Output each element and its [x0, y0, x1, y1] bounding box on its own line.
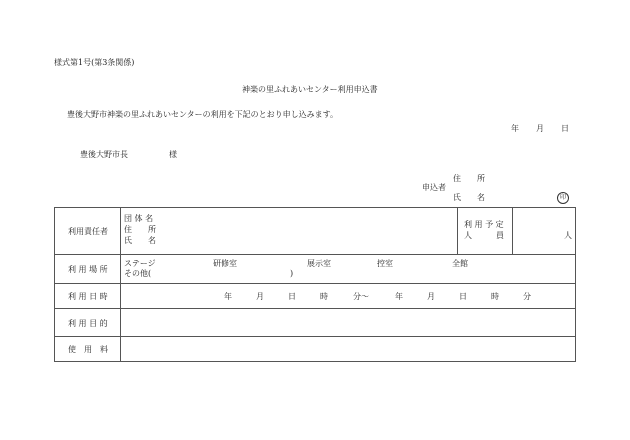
usage-location-label: 利 用 場 所 — [68, 265, 108, 274]
option-whole-building: 全館 — [452, 259, 468, 268]
end-day: 日 — [459, 292, 467, 301]
applicant-address-label: 住 所 — [453, 174, 485, 183]
table-border-left — [54, 207, 55, 362]
end-hour: 時 — [491, 292, 499, 301]
option-other-close: ) — [290, 269, 294, 278]
table-people-divider — [512, 207, 513, 254]
planned-people-label-1: 利 用 予 定 — [464, 220, 504, 229]
date-month-label: 月 — [536, 124, 544, 133]
group-name-label: 団 体 名 — [124, 214, 154, 223]
table-row-divider — [54, 308, 576, 309]
form-number: 様式第1号(第3条関係) — [54, 58, 135, 67]
end-year: 年 — [395, 292, 403, 301]
intro-text: 豊後大野市神楽の里ふれあいセンターの利用を下記のとおり申し込みます。 — [67, 110, 339, 119]
table-row-divider — [54, 254, 576, 255]
seal-mark: 印 — [557, 192, 569, 204]
table-border-bottom — [54, 361, 576, 362]
start-year: 年 — [224, 292, 232, 301]
responsible-person-label: 利用責任者 — [68, 227, 108, 236]
option-stage: ステージ — [124, 259, 156, 268]
table-row-divider — [54, 283, 576, 284]
start-month: 月 — [256, 292, 264, 301]
option-other: その他( — [124, 269, 152, 278]
responsible-name-label: 氏 名 — [124, 236, 156, 245]
form-title: 神楽の里ふれあいセンター利用申込書 — [242, 85, 378, 94]
addressee-honorific: 様 — [169, 150, 177, 159]
start-minute: 分～ — [353, 292, 369, 301]
usage-datetime-label: 利 用 日 時 — [68, 292, 108, 301]
usage-fee-label: 使 用 料 — [68, 345, 108, 354]
applicant-label: 申込者 — [422, 183, 446, 192]
table-planned-divider — [457, 207, 458, 254]
table-border-top — [54, 207, 576, 208]
option-training-room: 研修室 — [213, 259, 237, 268]
addressee-name: 豊後大野市長 — [80, 150, 128, 159]
table-border-right — [575, 207, 576, 362]
planned-people-label-2: 人 員 — [464, 231, 504, 240]
date-year-label: 年 — [511, 124, 519, 133]
option-waiting-room: 控室 — [377, 259, 393, 268]
people-unit: 人 — [564, 231, 572, 240]
applicant-name-label: 氏 名 — [453, 193, 485, 202]
table-label-divider — [120, 207, 121, 362]
start-day: 日 — [288, 292, 296, 301]
responsible-address-label: 住 所 — [124, 225, 156, 234]
table-row-divider — [54, 336, 576, 337]
option-exhibition-room: 展示室 — [307, 259, 331, 268]
end-minute: 分 — [523, 292, 531, 301]
end-month: 月 — [427, 292, 435, 301]
start-hour: 時 — [320, 292, 328, 301]
usage-purpose-label: 利 用 目 的 — [68, 319, 108, 328]
date-day-label: 日 — [561, 124, 569, 133]
